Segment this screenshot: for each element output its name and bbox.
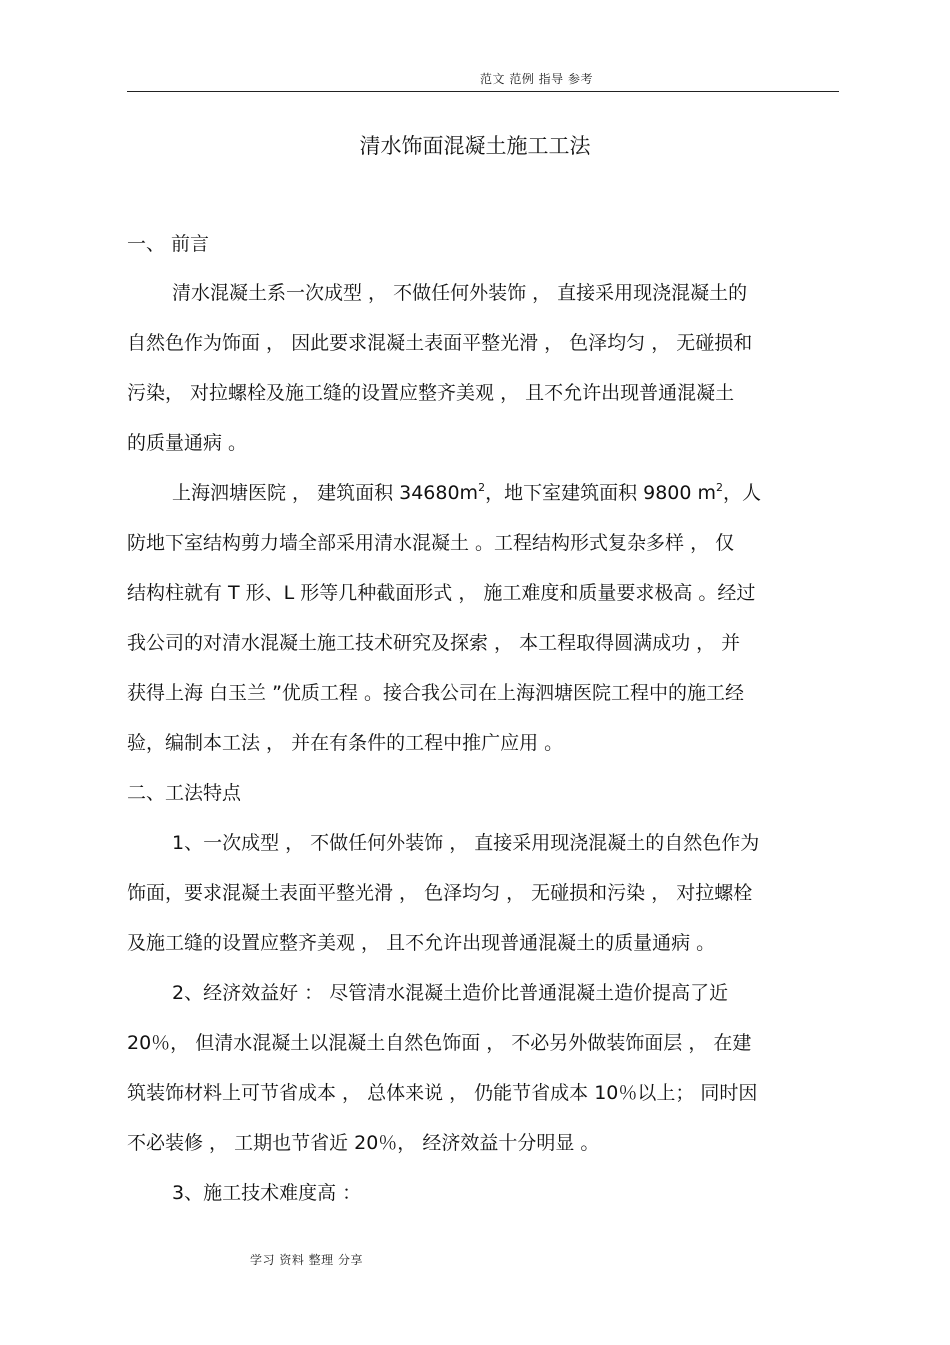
paragraph-line	[172, 480, 761, 506]
section-heading-intro: 一、 前言	[127, 233, 210, 255]
paragraph-line: 饰面，要求混凝土表面平整光滑 ， 色泽均匀 ， 无碰损和污染 ， 对拉螺栓	[127, 882, 753, 904]
paragraph-line: 防地下室结构剪力墙全部采用清水混凝土 。工程结构形式复杂多样 ， 仅	[127, 532, 735, 554]
document-title: 清水饰面混凝土施工工法	[359, 134, 591, 158]
section-heading-features: 二、工法特点	[127, 782, 242, 804]
paragraph-line: 自然色作为饰面 ， 因此要求混凝土表面平整光滑 ， 色泽均匀 ， 无碰损和	[127, 332, 753, 354]
line-text: ，地下室建筑面积 9800 m	[485, 482, 717, 504]
line-text: ，人	[723, 482, 762, 504]
header-rule	[127, 91, 839, 92]
paragraph-line: 结构柱就有 T 形、L 形等几种截面形式 ， 施工难度和质量要求极高 。经过	[127, 582, 756, 604]
superscript: 2	[716, 481, 724, 494]
paragraph-line: 获得上海 白玉兰 ”优质工程 。接合我公司在上海泗塘医院工程中的施工经	[127, 682, 744, 704]
paragraph-line: 我公司的对清水混凝土施工技术研究及探索 ， 本工程取得圆满成功 ， 并	[127, 632, 741, 654]
page-header-text: 范文 范例 指导 参考	[480, 72, 593, 86]
line-text: 上海泗塘医院 ， 建筑面积 34680m	[172, 482, 479, 504]
paragraph-line: 污染， 对拉螺栓及施工缝的设置应整齐美观 ， 且不允许出现普通混凝土	[127, 382, 735, 404]
paragraph-line: 及施工缝的设置应整齐美观 ， 且不允许出现普通混凝土的质量通病 。	[127, 932, 716, 954]
paragraph-line: 的质量通病 。	[127, 432, 248, 454]
paragraph-line: 1、一次成型 ， 不做任何外装饰 ， 直接采用现浇混凝土的自然色作为	[172, 832, 760, 854]
paragraph-line: 清水混凝土系一次成型 ， 不做任何外装饰 ， 直接采用现浇混凝土的	[172, 282, 748, 304]
paragraph-line: 20％， 但清水混凝土以混凝土自然色饰面 ， 不必另外做装饰面层 ， 在建	[127, 1032, 752, 1054]
paragraph-line: 验，编制本工法 ， 并在有条件的工程中推广应用 。	[127, 732, 564, 754]
paragraph-line: 3、施工技术难度高 ：	[172, 1182, 362, 1204]
superscript: 2	[478, 481, 486, 494]
paragraph-line: 筑装饰材料上可节省成本 ， 总体来说 ， 仍能节省成本 10％以上； 同时因	[127, 1082, 758, 1104]
paragraph-line: 不必装修 ， 工期也节省近 20％， 经济效益十分明显 。	[127, 1132, 600, 1154]
page-footer-text: 学习 资料 整理 分享	[250, 1253, 363, 1267]
paragraph-line: 2、经济效益好 ： 尽管清水混凝土造价比普通混凝土造价提高了近	[172, 982, 729, 1004]
